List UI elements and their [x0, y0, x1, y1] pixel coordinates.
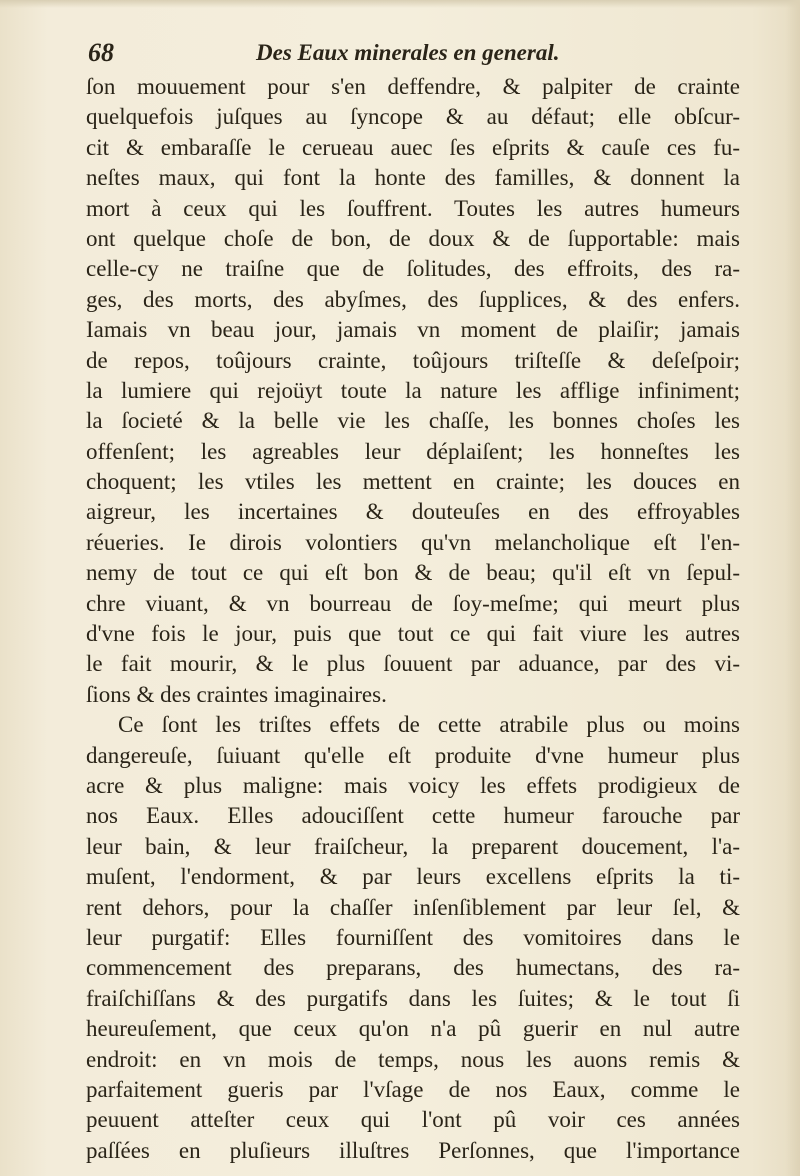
text-line: Iamais vn beau jour, jamais vn moment de plaiſir; jamais — [86, 317, 740, 343]
text-line: leur bain, & leur fraiſcheur, la preparent doucement, l'a- — [86, 833, 740, 859]
text-line: leur purgatif: Elles fourniſſent des vomitoires dans le — [86, 924, 740, 950]
text-line: rent dehors, pour la chaſſer inſenſiblement par leur ſel, & — [86, 894, 740, 920]
text-line: endroit: en vn mois de temps, nous les auons remis & — [86, 1046, 740, 1072]
text-line: peuuent atteſter ceux qui l'ont pû voir ces années — [86, 1107, 740, 1133]
text-line: celle-cy ne traiſne que de ſolitudes, des effroits, des ra- — [86, 256, 740, 282]
running-title: Des Eaux minerales en general. — [256, 40, 560, 65]
page-top-edge — [0, 0, 800, 8]
text-line: offenſent; les agreables leur déplaiſent; les honneſtes les — [86, 438, 740, 464]
text-line: d'vne fois le jour, puis que tout ce qui fait viure les autres — [86, 621, 740, 647]
text-line: chre viuant, & vn bourreau de ſoy-meſme; qui meurt plus — [86, 590, 740, 616]
text-line: aigreur, les incertaines & douteuſes en des effroyables — [86, 499, 740, 525]
text-line: muſent, l'endorment, & par leurs excellens eſprits la ti- — [86, 864, 740, 890]
text-line: ges, des morts, des abyſmes, des ſupplices, & des enfers. — [86, 286, 740, 312]
text-line: mort à ceux qui les ſouffrent. Toutes les autres humeurs — [86, 195, 740, 221]
text-line: fraiſchiſſans & des purgatifs dans les ſuites; & le tout ſi — [86, 985, 740, 1011]
text-line: paſſées en pluſieurs illuſtres Perſonnes, que l'importance — [86, 1137, 740, 1163]
text-line: réueries. Ie dirois volontiers qu'vn melancholique eſt l'en- — [86, 529, 740, 555]
text-line: dangereuſe, ſuiuant qu'elle eſt produite d'vne humeur plus — [86, 742, 740, 768]
paragraph-start-line: Ce ſont les triſtes effets de cette atrabile plus ou moins — [118, 712, 740, 738]
text-line: le fait mourir, & le plus ſouuent par aduance, par des vi- — [86, 651, 740, 677]
page-number: 68 — [88, 38, 114, 67]
text-line: de repos, toûjours crainte, toûjours triſteſſe & deſeſpoir; — [86, 347, 740, 373]
body-text — [86, 72, 740, 1166]
page-header — [88, 36, 748, 70]
text-line: choquent; les vtiles les mettent en crainte; les douces en — [86, 469, 740, 495]
text-line: parfaitement gueris par l'vſage de nos Eaux, comme le — [86, 1076, 740, 1102]
text-line: ont quelque choſe de bon, de doux & de ſupportable: mais — [86, 225, 740, 251]
text-line: neſtes maux, qui font la honte des familles, & donnent la — [86, 165, 740, 191]
text-line: ſon mouuement pour s'en deffendre, & palpiter de crainte — [86, 74, 740, 99]
text-line: la ſocieté & la belle vie les chaſſe, les bonnes choſes les — [86, 408, 740, 434]
paragraph-end-line: ſions & des craintes imaginaires. — [86, 681, 387, 707]
text-line: nemy de tout ce qui eſt bon & de beau; qu'il eſt vn ſepul- — [86, 560, 740, 586]
text-line: quelquefois juſques au ſyncope & au défaut; elle obſcur- — [86, 104, 740, 130]
page-right-edge — [786, 0, 800, 1176]
text-line: cit & embaraſſe le cerueau auec ſes eſprits & cauſe ces fu- — [86, 134, 740, 160]
text-line: acre & plus maligne: mais voicy les effets prodigieux de — [86, 772, 740, 798]
text-line: la lumiere qui rejoüyt toute la nature les afflige infiniment; — [86, 377, 740, 403]
text-line: commencement des preparans, des humectans, des ra- — [86, 955, 740, 981]
text-line: heureuſement, que ceux qu'on n'a pû guerir en nul autre — [86, 1016, 740, 1042]
text-line: nos Eaux. Elles adouciſſent cette humeur farouche par — [86, 803, 740, 829]
